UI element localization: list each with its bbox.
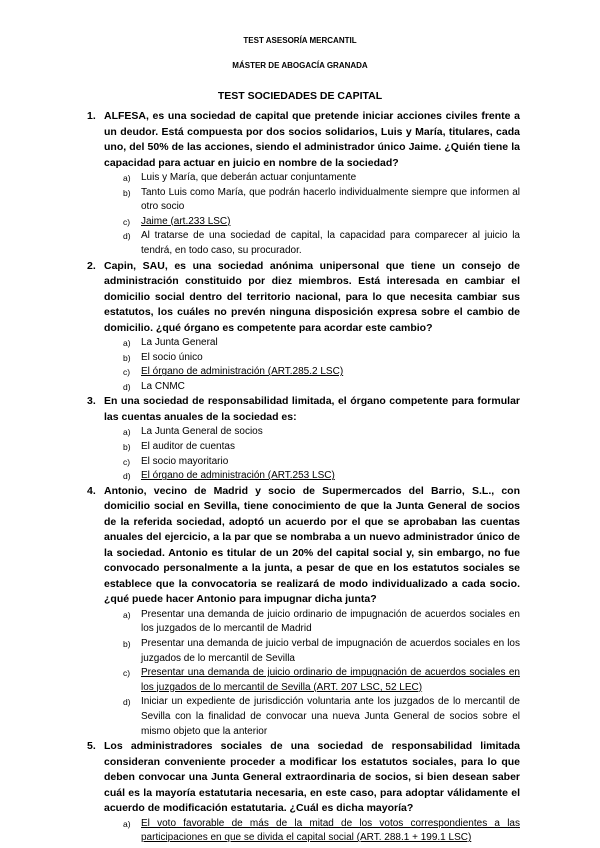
question-5 bbox=[80, 739, 520, 846]
question-1 bbox=[80, 109, 520, 259]
option-c-correct: c) El órgano de administración (ART.285.2 LSC) bbox=[123, 366, 344, 378]
option-d: d) Iniciar un expediente de jurisdicción voluntaria ante los juzgados de lo mercantil de Sevilla con la finalidad de convocar una nueva Junta General de socios sobre el mismo objeto que la anterior bbox=[123, 696, 520, 737]
option-a: a) La Junta General bbox=[123, 337, 218, 349]
header-master: MÁSTER DE ABOGACÍA GRANADA bbox=[232, 61, 368, 70]
question-3 bbox=[80, 394, 520, 483]
option-list bbox=[104, 425, 520, 483]
header-course: TEST ASESORÍA MERCANTIL bbox=[243, 36, 357, 45]
option-d: d) Al tratarse de una sociedad de capital, la capacidad para comparecer al juicio la tendrá, en todo caso, su procurador. bbox=[123, 230, 520, 256]
option-d-correct: d) El órgano de administración (ART.253 LSC) bbox=[123, 470, 335, 482]
question-number: 2. bbox=[87, 259, 96, 272]
option-a: a) Presentar una demanda de juicio ordinario de impugnación de acuerdos sociales en los juzgados de lo mercantil de Madrid bbox=[123, 608, 520, 635]
option-b: b) El socio único bbox=[123, 351, 203, 363]
option-d: d) La CNMC bbox=[123, 380, 185, 392]
option-a-correct: a) El voto favorable de más de la mitad de los votos correspondientes a las participaciones en que se divida el capital social (ART. 288.1 + 199.1 LSC) bbox=[123, 817, 520, 844]
option-a: a) Luis y María, que deberán actuar conjuntamente bbox=[123, 172, 357, 183]
question-text: Capin, SAU, es una sociedad anónima unipersonal que tiene un consejo de administración constituido por diez miembros. Está interesada en cambiar el domicilio social dentro del territorio nacional, para lo que necesita cambiar sus estatutos, los cuáles no prevén ninguna disposición expresa sobre el cambio de domicilio. ¿qué órgano es competente para acordar este cambio? bbox=[104, 259, 520, 334]
question-text: Antonio, vecino de Madrid y socio de Supermercados del Barrio, S.L., con domicilio social en Sevilla, tiene conocimiento de que la Junta General de socios de la referida sociedad, adoptó un acuerdo por el que se aprobaban las cuentas anuales del ejercicio, a la par que se nombraba a un nuevo administrador único de la sociedad. Antonio es titular de un 20% del capital social y, sin embargo, no fue convocado personalmente a la junta, a pesar de que en los estatutos sociales se establece que la convocatoria se realizará de modo individualizado a cada socio. ¿qué puede hacer Antonio para impugnar dicha junta? bbox=[104, 484, 520, 606]
option-list bbox=[104, 817, 520, 846]
question-text: ALFESA, es una sociedad de capital que pretende iniciar acciones civiles frente a un deudor. Está compuesta por dos socios solidarios, Luis y María, titulares, cada uno, del 50% de las acciones, siendo el administrador único Jaime. ¿Quién tiene la capacidad para actuar en juicio en nombre de la sociedad? bbox=[104, 110, 520, 169]
option-list bbox=[104, 171, 520, 259]
question-number: 1. bbox=[87, 110, 96, 122]
question-2 bbox=[80, 259, 520, 395]
question-text: En una sociedad de responsabilidad limitada, el órgano competente para formular las cuentas anuales de la sociedad es: bbox=[104, 395, 520, 423]
option-b: b) Tanto Luis como María, que podrán hacerlo individualmente siempre que informen al otro socio bbox=[123, 186, 520, 213]
option-c-correct: c) Jaime (art.233 LSC) bbox=[123, 215, 231, 227]
option-a: a) La Junta General de socios bbox=[123, 426, 263, 438]
question-4 bbox=[80, 484, 520, 739]
question-number: 3. bbox=[87, 395, 96, 408]
question-list bbox=[80, 109, 520, 846]
question-number: 4. bbox=[87, 484, 96, 497]
option-c-correct: c) Presentar una demanda de juicio ordinario de impugnación de acuerdos sociales en los juzgados de lo mercantil de Sevilla (ART. 207 LSC, 52 LEC) bbox=[123, 667, 520, 693]
option-list bbox=[104, 336, 520, 394]
option-list bbox=[104, 608, 520, 739]
question-number: 5. bbox=[87, 740, 96, 753]
option-b: b) El auditor de cuentas bbox=[123, 441, 235, 453]
page-title: TEST SOCIEDADES DE CAPITAL bbox=[217, 90, 383, 102]
option-c: c) El socio mayoritario bbox=[123, 455, 229, 467]
option-b: b) Presentar una demanda de juicio verbal de impugnación de acuerdos sociales en los juzgados de lo mercantil de Sevilla bbox=[123, 638, 520, 664]
question-text: Los administradores sociales de una sociedad de responsabilidad limitada consideran conveniente proceder a modificar los estatutos sociales, para lo que deben convocar una Junta General extraordinaria de socios, si bien desean saber cuál es la mayoría estatutaria necesaria, en este caso, para adoptar válidamente el acuerdo de modificación estatutaria. ¿Cuál es dicha mayoría? bbox=[104, 740, 520, 815]
